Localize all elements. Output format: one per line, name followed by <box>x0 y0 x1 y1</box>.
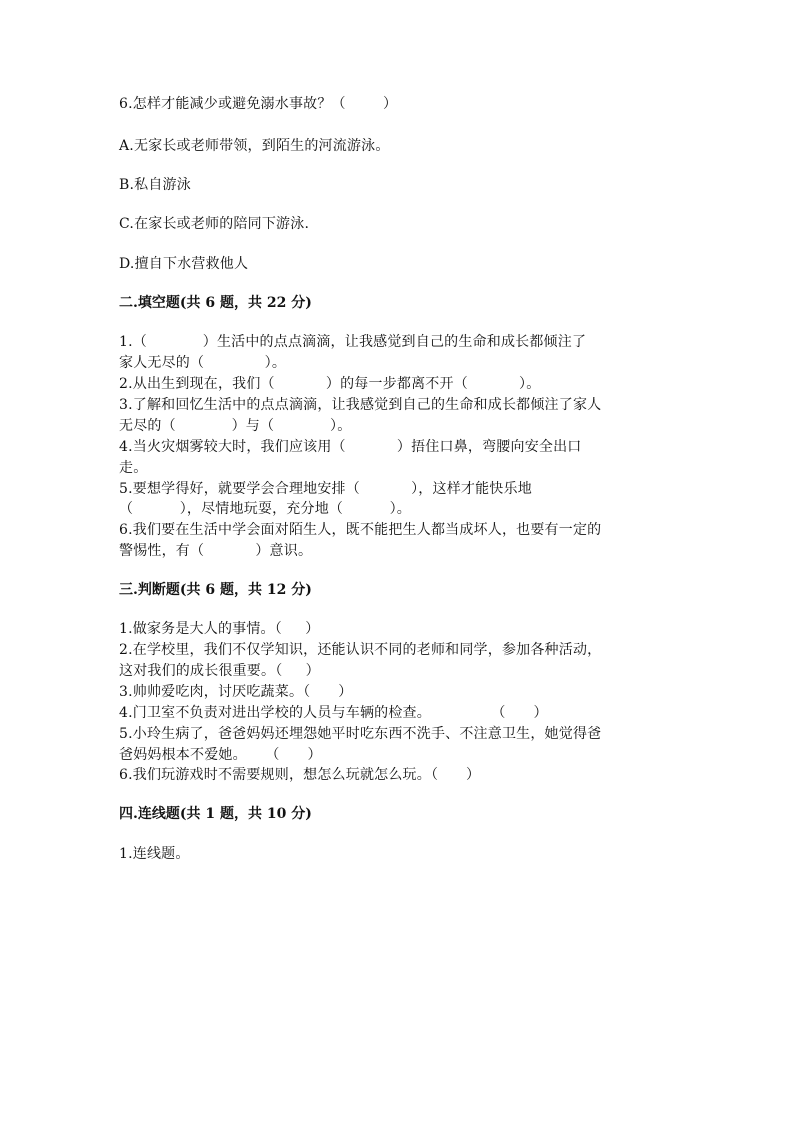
question-6-option-b: B.私自游泳 <box>119 177 191 193</box>
judge-section-heading: 三.判断题(共 6 题，共 12 分) <box>119 582 312 598</box>
fill-line: 3.了解和回忆生活中的点点滴滴，让我感觉到自己的生命和成长都倾注了家人 <box>119 397 602 413</box>
question-6-stem: 6.怎样才能减少或避免溺水事故？（ ） <box>119 96 398 112</box>
question-6-option-c: C.在家长或老师的陪同下游泳. <box>119 216 310 232</box>
fill-line: 家人无尽的（ ）。 <box>119 355 287 371</box>
judge-line: 3.帅帅爱吃肉，讨厌吃蔬菜。（ ） <box>119 684 353 700</box>
fill-line: 警惕性，有（ ）意识。 <box>119 543 313 559</box>
fill-line: 1.（ ）生活中的点点滴滴，让我感觉到自己的生命和成长都倾注了 <box>119 334 587 350</box>
fill-line: 走。 <box>119 460 148 476</box>
judge-line: 5.小玲生病了，爸爸妈妈还埋怨她平时吃东西不洗手、不注意卫生，她觉得爸 <box>119 726 602 742</box>
fill-line: 5.要想学得好，就要学会合理地安排（ ），这样才能快乐地 <box>119 481 532 497</box>
fill-line: （ ），尽情地玩耍，充分地（ ）。 <box>119 501 412 517</box>
judge-line: 这对我们的成长很重要。（ ） <box>119 663 320 679</box>
fill-line: 无尽的（ ）与（ ）。 <box>119 418 352 434</box>
judge-line: 2.在学校里，我们不仅学知识，还能认识不同的老师和同学，参加各种活动， <box>119 642 602 658</box>
fill-line: 2.从出生到现在，我们（ ）的每一步都离不开（ ）。 <box>119 376 541 392</box>
judge-line: 1.做家务是大人的事情。（ ） <box>119 621 320 637</box>
fill-line: 6.我们要在生活中学会面对陌生人，既不能把生人都当成坏人，也要有一定的 <box>119 522 602 538</box>
judge-line: 4.门卫室不负责对进出学校的人员与车辆的检查。 （ ） <box>119 705 548 721</box>
question-6-option-a: A.无家长或老师带领，到陌生的河流游泳。 <box>119 138 390 154</box>
fill-section-heading: 二.填空题(共 6 题，共 22 分) <box>119 295 312 311</box>
question-6-option-d: D.擅自下水营救他人 <box>119 256 249 272</box>
judge-line: 爸妈妈根本不爱她。 （ ） <box>119 747 322 763</box>
judge-line: 6.我们玩游戏时不需要规则，想怎么玩就怎么玩。（ ） <box>119 767 481 783</box>
fill-line: 4.当火灾烟雾较大时，我们应该用（ ）捂住口鼻，弯腰向安全出口 <box>119 439 582 455</box>
match-section-heading: 四.连线题(共 1 题，共 10 分) <box>119 806 312 822</box>
match-line: 1.连线题。 <box>119 846 190 862</box>
